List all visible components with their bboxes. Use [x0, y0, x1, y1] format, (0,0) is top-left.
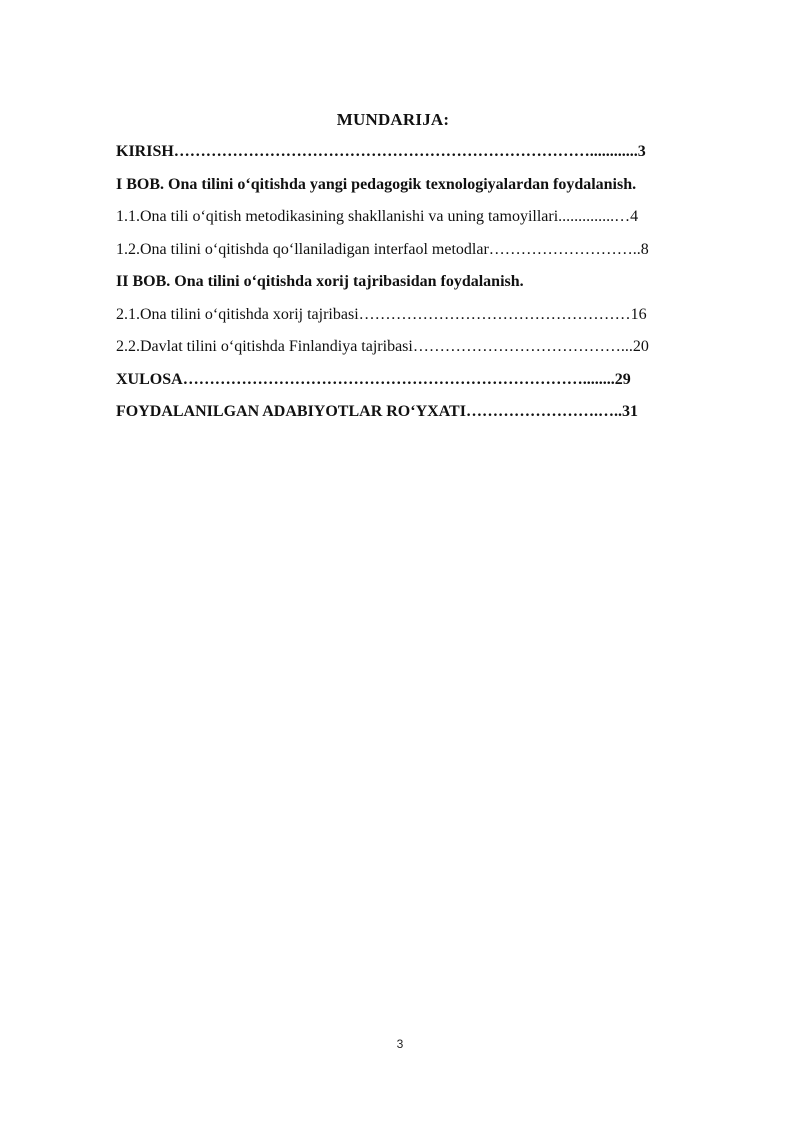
table-of-contents: [116, 142, 746, 435]
toc-entry-text: 2.1.Ona tilini o‘qitishda xorij tajribasi: [116, 305, 359, 323]
toc-entry-page: 4: [630, 208, 639, 225]
toc-entry-text: FOYDALANILGAN ADABIYOTLAR RO‘YXATI: [116, 403, 466, 420]
toc-entry-leader: …………………………………...: [412, 338, 633, 355]
page-number: 3: [396, 1037, 404, 1051]
toc-entry-page: 8: [640, 240, 649, 258]
toc-entry-section-1-1: [116, 207, 746, 227]
toc-entry-text: II BOB. Ona tilini o‘qitishda xorij tajribasidan foydalanish.: [116, 273, 524, 290]
toc-entry-leader: …………………….…..: [465, 403, 622, 420]
toc-entry-leader: …………………………………………………………………........: [182, 370, 615, 388]
toc-entry-text: KIRISH: [116, 143, 174, 160]
toc-entry-section-1-2: [116, 240, 746, 260]
toc-entry-leader: ……………………………………………………………………............: [173, 143, 638, 160]
toc-entry-references: [116, 402, 746, 422]
toc-entry-chapter-1: [116, 175, 746, 195]
toc-entry-leader: ..............…: [558, 208, 631, 225]
toc-entry-page: 3: [637, 143, 646, 160]
toc-entry-text: 1.2.Ona tilini o‘qitishda qo‘llaniladigan interfaol metodlar: [116, 240, 489, 258]
toc-entry-page: 16: [630, 305, 647, 323]
toc-entry-text: XULOSA: [116, 370, 183, 388]
toc-entry-leader: ………………………..: [488, 240, 641, 258]
toc-entry-introduction: [116, 142, 746, 162]
toc-entry-page: 31: [621, 403, 638, 420]
toc-title: MUNDARIJA:: [336, 110, 450, 129]
toc-entry-section-2-2: [116, 337, 746, 357]
toc-entry-page: 29: [614, 370, 631, 388]
toc-entry-section-2-1: [116, 305, 746, 325]
toc-entry-text: I BOB. Ona tilini o‘qitishda yangi pedagogik texnologiyalardan foydalanish.: [116, 175, 637, 193]
toc-entry-text: 2.2.Davlat tilini o‘qitishda Finlandiya tajribasi: [116, 338, 413, 355]
toc-entry-page: 20: [632, 338, 649, 355]
toc-entry-leader: ……………………………………………: [358, 305, 631, 323]
toc-entry-text: 1.1.Ona tili o‘qitish metodikasining shakllanishi va uning tamoyillari: [116, 208, 559, 225]
toc-entry-conclusion: [116, 370, 746, 390]
toc-entry-chapter-2: [116, 272, 746, 292]
